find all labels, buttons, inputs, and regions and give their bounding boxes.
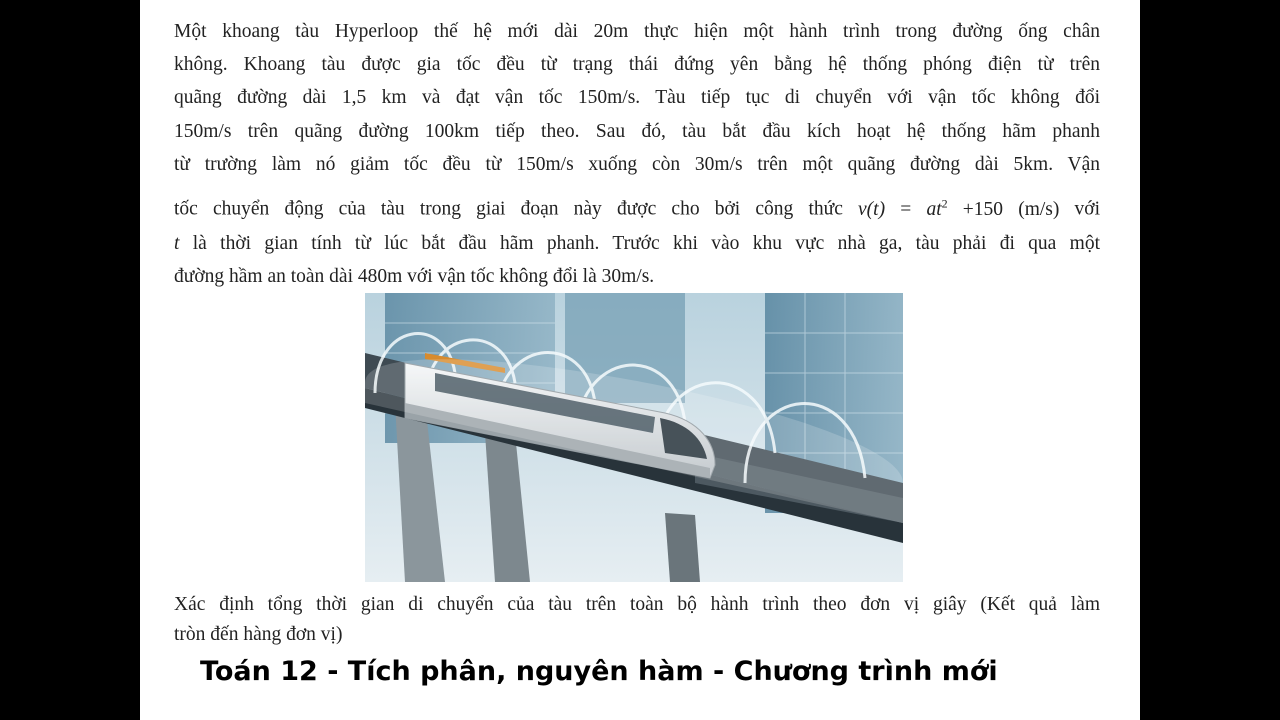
problem-line-3: quãng đường dài 1,5 km và đạt vận tốc 150m/s. Tàu tiếp tục di chuyển với vận tốc không đổi: [174, 87, 1100, 108]
problem-line-5: từ trường làm nó giảm tốc đều từ 150m/s xuống còn 30m/s trên một quãng đường dài 5km. Vận: [174, 154, 1100, 175]
problem-line-6: [174, 188, 1100, 225]
line6-end: với: [1074, 198, 1101, 220]
formula-lhs: v(t): [858, 198, 886, 220]
problem-line-2: không. Khoang tàu được gia tốc đều từ trạng thái đứng yên bằng hệ thống phóng điện từ trên: [174, 54, 1100, 75]
formula-rest: +150: [962, 198, 1004, 220]
formula-unit: (m/s): [1018, 198, 1060, 220]
line7-text: là thời gian tính từ lúc bắt đầu hãm phanh. Trước khi vào khu vực nhà ga, tàu phải đi qua một: [192, 233, 1100, 254]
velocity-formula: [858, 196, 1075, 220]
problem-line-7: [174, 229, 1100, 259]
hyperloop-illustration: [365, 293, 903, 582]
document-page: [140, 0, 1140, 720]
question-line-1: Xác định tổng thời gian di chuyển của tàu trên toàn bộ hành trình theo đơn vị giây (Kết quả làm: [174, 594, 1100, 615]
problem-line-8: đường hầm an toàn dài 480m với vận tốc không đổi là 30m/s.: [174, 266, 655, 287]
footer-title: Toán 12 - Tích phân, nguyên hàm - Chương trình mới: [200, 656, 998, 687]
formula-at: at: [926, 198, 942, 220]
problem-line-4: 150m/s trên quãng đường 100km tiếp theo. Sau đó, tàu bắt đầu kích hoạt hệ thống hãm phanh: [174, 121, 1100, 142]
time-variable: t: [174, 233, 180, 254]
question-line-2: tròn đến hàng đơn vị): [174, 624, 343, 645]
formula-exponent: 2: [941, 196, 948, 210]
problem-line-1: Một khoang tàu Hyperloop thế hệ mới dài 20m thực hiện một hành trình trong đường ống chân: [174, 21, 1100, 42]
line6-text: tốc chuyển động của tàu trong giai đoạn này được cho bởi công thức: [174, 198, 843, 220]
formula-eq: =: [900, 198, 912, 220]
